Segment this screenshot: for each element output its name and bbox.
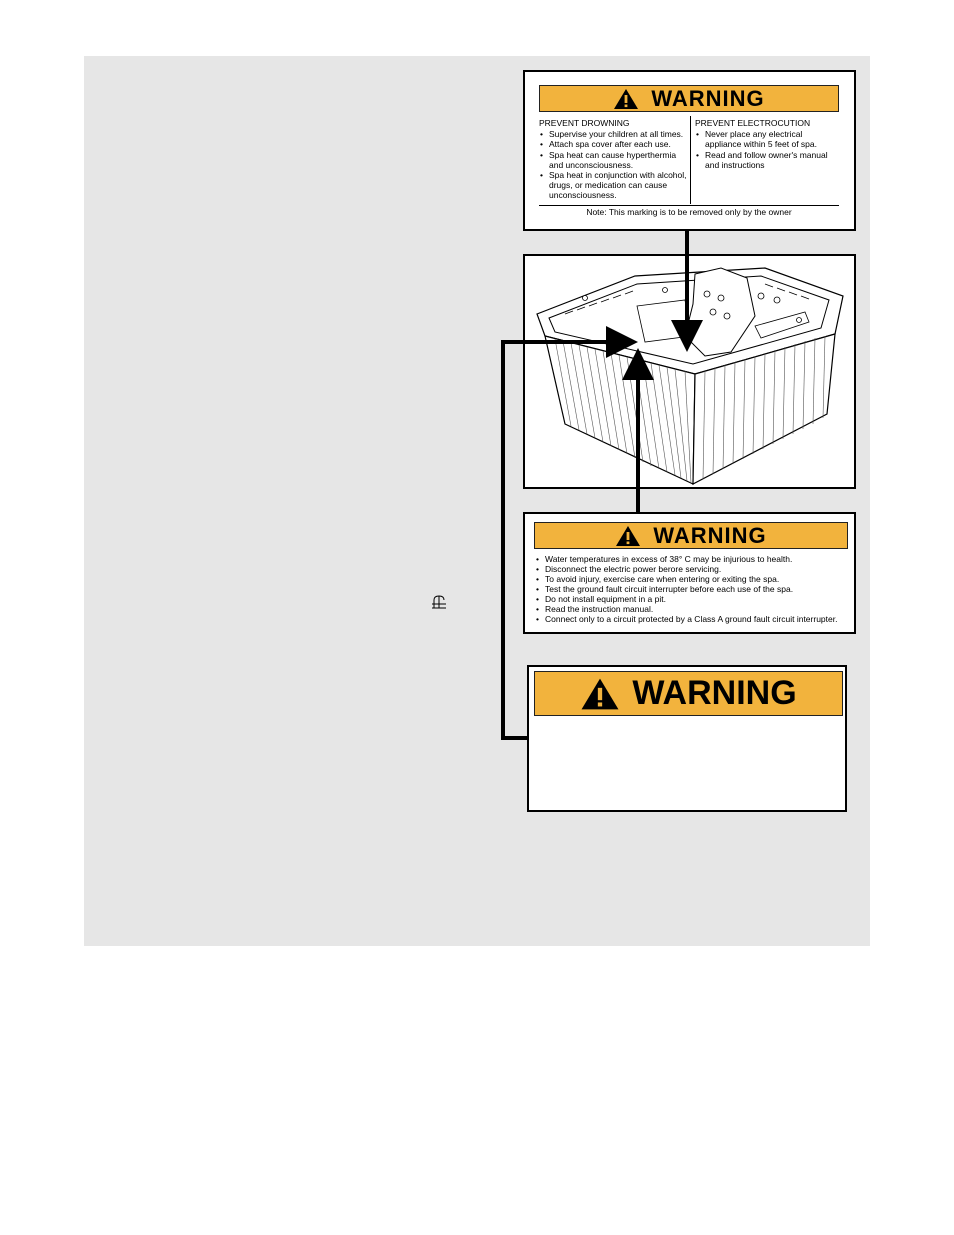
note-divider — [539, 205, 839, 206]
warning-triangle-icon — [615, 525, 641, 547]
safety-item: • Do not install equipment in a pit. — [535, 594, 853, 604]
column-divider — [690, 116, 691, 204]
removal-note: Note: This marking is to be removed only by the owner — [586, 207, 792, 217]
warning-heading: WARNING — [651, 85, 765, 111]
drowning-column — [539, 118, 689, 201]
safety-item: • Water temperatures in excess of 38° C may be injurious to health. — [535, 554, 853, 564]
drowning-item: • Spa heat in conjunction with alcohol, drugs, or medication can cause unconsciousness. — [539, 170, 689, 201]
ground-symbol-icon — [431, 594, 447, 610]
warning-triangle-icon — [580, 677, 620, 711]
safety-item: • Test the ground fault circuit interrupter before each use of the spa. — [535, 584, 853, 594]
drowning-title: PREVENT DROWNING — [539, 118, 630, 128]
safety-list — [535, 554, 853, 624]
warning-triangle-icon — [613, 88, 639, 110]
warning-banner — [534, 671, 843, 716]
drowning-item: • Spa heat can cause hyperthermia and unconsciousness. — [539, 150, 689, 170]
warning-banner — [539, 85, 839, 112]
drowning-item: • Attach spa cover after each use. — [539, 139, 689, 149]
warning-heading: WARNING — [653, 522, 767, 548]
electrocution-title: PREVENT ELECTROCUTION — [695, 118, 811, 128]
drowning-item: • Supervise your children at all times. — [539, 129, 689, 139]
warning-label-blank — [527, 665, 847, 812]
warning-label-spa-safety — [523, 512, 856, 634]
electrocution-item: • Read and follow owner's manual and instructions — [695, 150, 841, 170]
warning-banner — [534, 522, 848, 549]
warning-label-drowning-electrocution — [523, 70, 856, 231]
warning-heading: WARNING — [632, 674, 797, 712]
electrocution-item: • Never place any electrical appliance within 5 feet of spa. — [695, 129, 841, 149]
safety-item: • Connect only to a circuit protected by a Class A ground fault circuit interrupter. — [535, 614, 853, 624]
spa-tub-illustration — [525, 256, 854, 487]
electrocution-column — [695, 118, 841, 170]
spa-illustration-frame — [523, 254, 856, 489]
safety-item: • Read the instruction manual. — [535, 604, 853, 614]
safety-item: • To avoid injury, exercise care when entering or exiting the spa. — [535, 574, 853, 584]
safety-item: • Disconnect the electric power berore servicing. — [535, 564, 853, 574]
